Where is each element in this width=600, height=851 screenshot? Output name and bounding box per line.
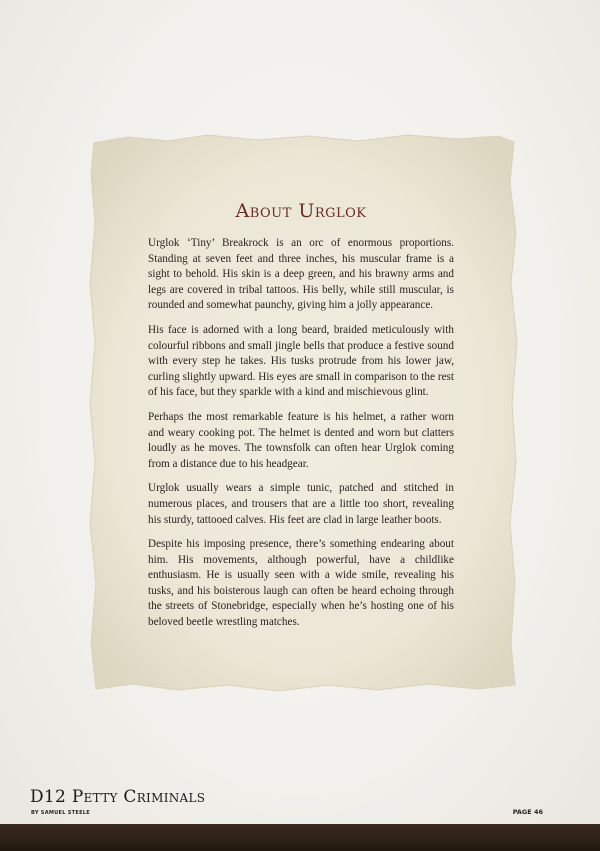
book-title: D12 Petty Criminals	[30, 787, 206, 807]
article-paragraph: Despite his imposing presence, there’s something endearing about him. His movements, although powerful, have a childlike enthusiasm. He is usually seen with a wide smile, revealing his tusks, and his boisterous laugh can often be heard echoing through the streets of Stonebridge, especially when he’s hosting one of his beloved beetle wrestling matches.	[148, 538, 454, 629]
book-author: BY SAMUEL STEELE	[31, 810, 90, 816]
article-paragraph: Perhaps the most remarkable feature is his helmet, a rather worn and weary cooking pot. The helmet is dented and worn but clatters loudly as he moves. The townsfolk can often hear Urglok coming from a distance due to his headgear.	[148, 410, 454, 470]
article-title: About Urglok	[235, 200, 367, 222]
article-paragraph: Urglok usually wears a simple tunic, patched and stitched in numerous places, and trousers that are a little too short, revealing his sturdy, tattooed calves. His feet are clad in large leather boots.	[148, 482, 454, 526]
article-paragraph: His face is adorned with a long beard, braided meticulously with colourful ribbons and small jingle bells that produce a festive sound with every step he takes. His tusks protrude from his lower jaw, curling slightly upward. His eyes are small in comparison to the rest of his face, but they sparkle with a kind and mischievous glint.	[148, 323, 454, 399]
footer-band	[0, 824, 600, 851]
page-number: PAGE 46	[512, 808, 543, 816]
article-paragraph: Urglok ‘Tiny’ Breakrock is an orc of enormous proportions. Standing at seven feet and three inches, his muscular frame is a sight to behold. His skin is a deep green, and his brawny arms and legs are covered in tribal tattoos. His belly, while still muscular, is rounded and somewhat paunchy, giving him a jolly appearance.	[148, 237, 454, 312]
article	[148, 200, 454, 640]
